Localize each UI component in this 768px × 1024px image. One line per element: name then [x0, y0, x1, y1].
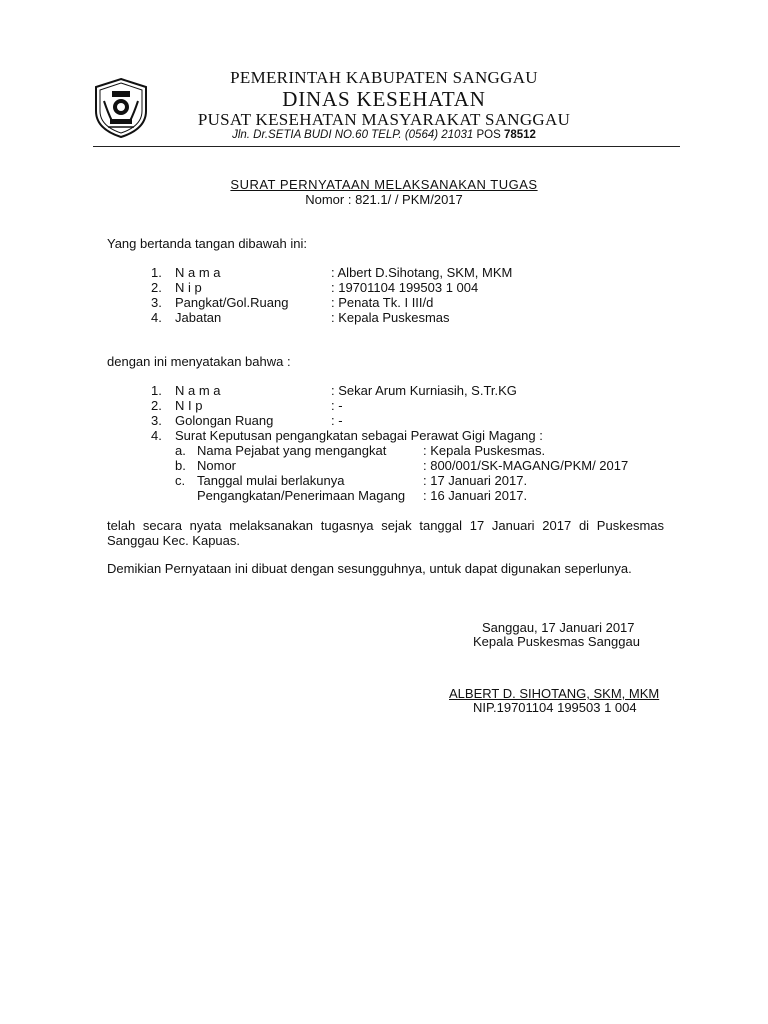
signer-name: ALBERT D. SIHOTANG, SKM, MKM — [449, 686, 660, 701]
signer-value-1: : Albert D.Sihotang, SKM, MKM — [331, 265, 513, 280]
decree-sub-label-b: Nomor — [197, 458, 237, 473]
subject-num-4: 4. — [151, 428, 162, 443]
decree-sub-value-a: : Kepala Puskesmas. — [423, 443, 546, 458]
signer-label-4: Jabatan — [175, 310, 222, 325]
signer-num-2: 2. — [151, 280, 162, 295]
signer-label-3: Pangkat/Gol.Ruang — [175, 295, 289, 310]
signer-nip: NIP.19701104 199503 1 004 — [473, 700, 637, 715]
body-paragraph-1: telah secara nyata melaksanakan tugasnya sejak tanggal 17 Januari 2017 di Puskesmas Sanggau Kec. Kapuas. — [107, 518, 664, 548]
subject-num-1: 1. — [151, 383, 162, 398]
signer-position: Kepala Puskesmas Sanggau — [473, 634, 640, 649]
letter-number: Nomor : 821.1/ / PKM/2017 — [305, 192, 463, 207]
letter-title: SURAT PERNYATAAN MELAKSANAKAN TUGAS — [230, 177, 538, 192]
subject-label-1: N a m a — [175, 383, 221, 398]
signer-label-1: N a m a — [175, 265, 221, 280]
decree-sub-value-c: : 17 Januari 2017. — [423, 473, 528, 488]
signer-num-4: 4. — [151, 310, 162, 325]
decree-sub-value-b: : 800/001/SK-MAGANG/PKM/ 2017 — [423, 458, 629, 473]
subject-value-2: : - — [331, 398, 343, 413]
address-street: Jln. Dr.SETIA BUDI NO.60 TELP. (0564) 21031 — [232, 129, 474, 141]
signer-value-2: : 19701104 199503 1 004 — [331, 280, 479, 295]
signer-num-1: 1. — [151, 265, 162, 280]
body-paragraph-2: Demikian Pernyataan ini dibuat dengan sesungguhnya, untuk dapat digunakan seperlunya. — [107, 561, 632, 576]
decree-sub-label-a: Nama Pejabat yang mengangkat — [197, 443, 387, 458]
address-pos-label: POS — [476, 129, 501, 141]
letterhead-address — [0, 129, 768, 141]
decree-sub-letter-b: b. — [175, 458, 186, 473]
decree-extra-value: : 16 Januari 2017. — [423, 488, 528, 503]
letterhead-institution: PUSAT KESEHATAN MASYARAKAT SANGGAU — [197, 110, 571, 129]
subject-label-2: N I p — [175, 398, 203, 413]
decree-sub-letter-c: c. — [175, 473, 186, 488]
signer-value-3: : Penata Tk. I III/d — [331, 295, 434, 310]
letterhead-divider — [93, 146, 680, 147]
intro-text: Yang bertanda tangan dibawah ini: — [107, 236, 307, 251]
subject-value-3: : - — [331, 413, 343, 428]
decree-extra-label: Pengangkatan/Penerimaan Magang — [197, 488, 406, 503]
letterhead-government: PEMERINTAH KABUPATEN SANGGAU — [230, 68, 538, 87]
address-postal-code: 78512 — [503, 129, 536, 141]
decree-sub-label-c: Tanggal mulai berlakunya — [197, 473, 345, 488]
place-date: Sanggau, 17 Januari 2017 — [482, 620, 635, 635]
subject-label-3: Golongan Ruang — [175, 413, 274, 428]
decree-sub-letter-a: a. — [175, 443, 186, 458]
signer-value-4: : Kepala Puskesmas — [331, 310, 450, 325]
signer-num-3: 3. — [151, 295, 162, 310]
signer-label-2: N i p — [175, 280, 202, 295]
subject-decree-label: Surat Keputusan pengangkatan sebagai Perawat Gigi Magang : — [175, 428, 543, 443]
subject-value-1: : Sekar Arum Kurniasih, S.Tr.KG — [331, 383, 517, 398]
subject-num-3: 3. — [151, 413, 162, 428]
statement-intro: dengan ini menyatakan bahwa : — [107, 354, 291, 369]
letterhead-department: DINAS KESEHATAN — [282, 87, 486, 111]
subject-num-2: 2. — [151, 398, 162, 413]
